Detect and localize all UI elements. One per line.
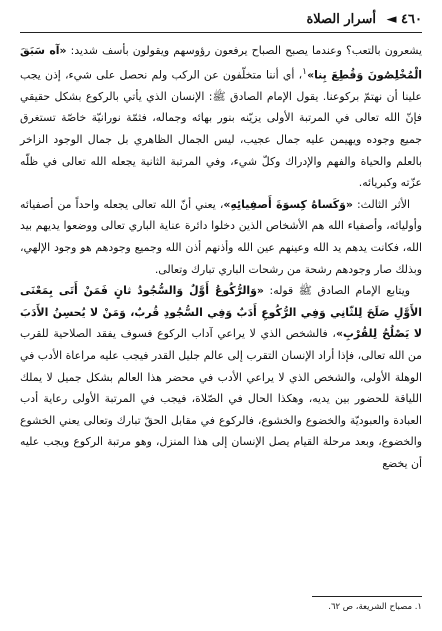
text-line: وجميع وجودهم هو وجود الإلهي، وبذلك صار وجودهم رشحة من رشحات	[20, 240, 422, 276]
quote-text: «آه سَبَقَ الْمُخْلِصُونَ وَقُطِعَ بِنا»	[20, 44, 423, 82]
paragraph-2	[20, 194, 422, 280]
chapter-title: أسرار الصلاة	[306, 12, 376, 27]
quote-text: «وَكَساهُ كِسوَةَ أَصفِيائِهِ»	[223, 197, 353, 211]
text-line: ، فالشخص الذي لا يراعي آداب الركوع فسوف يفقد الصلاحية	[53, 327, 336, 341]
text-line: للقرب من الله تعالى، فإذا أراد الإنسان التقرب إلى عالم جليل القدر فيجب عليه	[20, 327, 423, 362]
text-line: تعالى ووضعوا يديهم بيد الله، فكانت يدهم يد الله وعينهم عين الله وأذنهم أذن الله	[20, 219, 422, 254]
paragraph-1	[20, 40, 422, 194]
text-line: يأتي بالركوع بشكل حقيقي فإنّ الله تعالى في المرتبة الأولى يزيّنه بنور بهائه	[20, 89, 423, 125]
text-line: وجماله، فثمّة نورانيّة خاصّة تستغرق جميع وجوده ويهيمن عليه جمال عجيب،	[20, 111, 422, 146]
text-line: وكلّ شيء، وفي المرتبة الثانية يجعله الله تعالى في ظلّه عزّته وكبريائه.	[20, 154, 422, 190]
text-line: ليس الجمال الظاهري بل جمال الوجود الزاخر بالعلم والحياة والفهم والإدراك	[20, 133, 423, 168]
text-line: الأثر الثالث:	[352, 197, 410, 211]
text-line: القيام يصل الإنسان إلى هذا المنزل، وهو مرتبة الركوع ويجب عليه أن يخضع	[20, 435, 422, 470]
text-line: ، أي أننا متخلّفون عن الركب ولم نحصل على	[96, 68, 303, 82]
body-text	[20, 40, 422, 475]
page-number: ٤٦٠	[401, 12, 422, 27]
footnote-marker: ١	[302, 66, 308, 77]
text-line: فالركوع في مقابل الحقّ تبارك وتعالى يعني الخشوع والخضوع، وبعد مرحلة	[20, 413, 422, 449]
footnote-separator	[312, 596, 422, 597]
quote-text: يَصْلُحُ لِلقُرْبِ»	[335, 327, 410, 341]
header-right	[306, 12, 422, 27]
text-line: يشعرون بالتعب؟ وعندما يصبح الصباح يرفعون رؤوسهم ويقولون بأسف شديد:	[70, 44, 423, 57]
paragraph-3	[20, 280, 422, 474]
quote-text: الأَوَّلِ صَلَحَ لِلثّانِي وَفِي الرُّكُوعِ أَدَبٌ وَفِي السُّجُودِ قُربٌ، وَمَنْ لا يُحسِنُ الأَدَبَ لا	[20, 305, 422, 341]
text-line: العالم بشكل جميل لا يملك اللياقة للحضور بين يديه، وهكذا الحال في الصّلاة،	[20, 370, 422, 406]
running-header	[20, 10, 422, 33]
text-line: ، يعني أنّ الله تعالى يجعله واحداً من	[57, 197, 224, 211]
footnote: ١. مصباح الشريعة، ص ٦٢.	[328, 602, 422, 612]
text-line: الباري تبارك وتعالى.	[154, 262, 246, 276]
header-arrow-icon: ◄	[386, 12, 397, 27]
text-line: أصفيائه وأوليائه، وأصفياء الله هم الأشخاص الذين دخلوا دائرة عناية الباري	[20, 197, 423, 233]
text-line: شيء، إذن يجب علينا أن نهتمّ بركوعنا. يقول الإمام الصادق ﷺ: الإنسان الذي	[20, 68, 422, 103]
text-line: فيجب في المرتبة الأولى رعاية أدب العبادة والعبوديّة والخضوع والخشوع،	[20, 392, 422, 427]
quote-text: «وَالرُّكُوعُ أَوَّلٌ وَالسُّجُودُ ثانٍ فَمَنْ أَتَى بِمَعْنَى	[20, 284, 264, 298]
text-line: مراعاة الأدب في الوهلة الأولى، والشخص الذي لا يراعي الأدب في محضر هذا	[20, 348, 422, 384]
text-line: ويتابع الإمام الصادق ﷺ قوله:	[263, 284, 410, 298]
